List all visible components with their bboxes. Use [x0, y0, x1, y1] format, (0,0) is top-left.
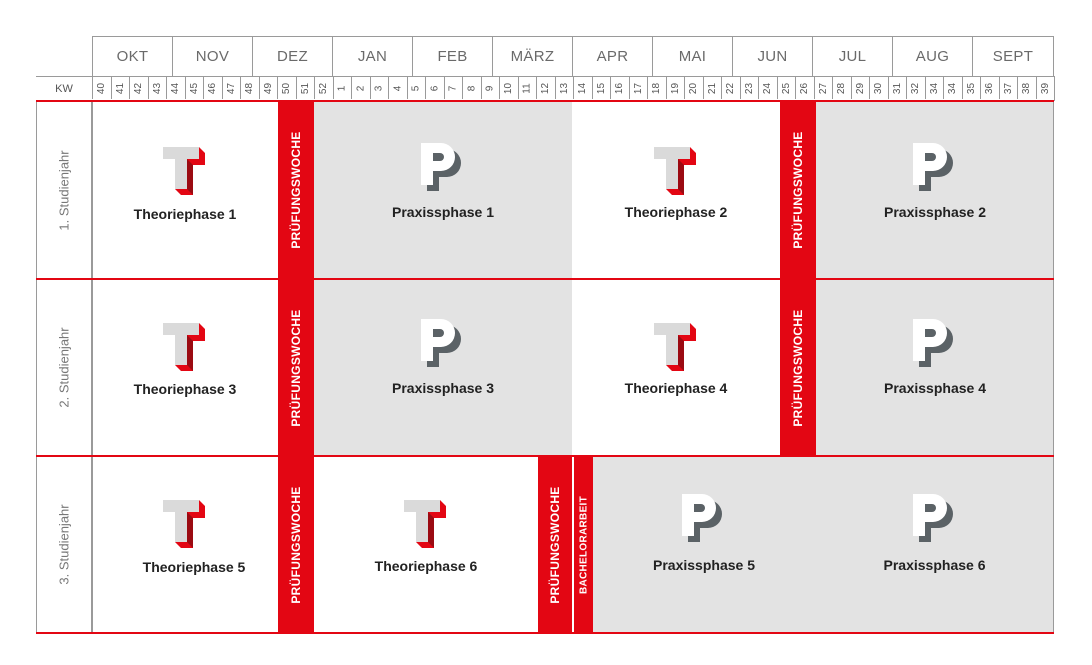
week-number: 47: [222, 77, 241, 99]
practice-logo-icon: [907, 490, 963, 546]
week-number: 37: [999, 77, 1018, 99]
year-label-1: 1. Studienjahr: [36, 101, 92, 279]
week-number: 11: [518, 77, 537, 99]
bachelor-thesis: BACHELORARBEIT: [573, 456, 593, 633]
week-number: 28: [832, 77, 851, 99]
exam-week-1-1: PRÜFUNGSWOCHE: [278, 101, 314, 279]
theory-logo-icon: [648, 141, 704, 197]
phase-label: Praxissphase 3: [392, 380, 494, 396]
grid-line: [92, 101, 93, 633]
phase-practice-6: [815, 456, 1054, 633]
practice-logo-icon: [907, 139, 963, 195]
month-jul: JUL: [812, 36, 892, 76]
phase-label: Theoriephase 6: [374, 558, 478, 574]
week-number: 2: [351, 77, 370, 99]
month-sept: SEPT: [972, 36, 1054, 76]
phase-label: Theoriephase 3: [133, 381, 237, 397]
week-number: 32: [906, 77, 925, 99]
week-number: 24: [758, 77, 777, 99]
practice-logo-icon: [676, 490, 732, 546]
phase-theory-4: [572, 279, 780, 456]
phase-practice-2: [816, 101, 1054, 279]
week-number: 25: [777, 77, 796, 99]
row-separator: [36, 278, 1054, 280]
week-number: 34: [943, 77, 962, 99]
week-number: 27: [814, 77, 833, 99]
week-number: 49: [259, 77, 278, 99]
theory-logo-icon: [157, 494, 213, 550]
week-number: 17: [629, 77, 648, 99]
week-number: 15: [592, 77, 611, 99]
month-aug: AUG: [892, 36, 972, 76]
month-mai: MAI: [652, 36, 732, 76]
month-jan: JAN: [332, 36, 412, 76]
week-number: 45: [185, 77, 204, 99]
theory-logo-icon: [398, 494, 454, 550]
month-feb: FEB: [412, 36, 492, 76]
exam-week-1-2: PRÜFUNGSWOCHE: [780, 101, 816, 279]
week-number: 6: [425, 77, 444, 99]
kw-label: KW: [36, 76, 92, 100]
theory-logo-icon: [648, 317, 704, 373]
month-apr: APR: [572, 36, 652, 76]
row-separator: [36, 455, 1054, 457]
phase-practice-5: [593, 456, 815, 633]
phase-practice-4: [816, 279, 1054, 456]
phase-label: Praxissphase 2: [884, 204, 986, 220]
week-number: 50: [277, 77, 296, 99]
week-number: 7: [444, 77, 463, 99]
theory-logo-icon: [157, 141, 213, 197]
week-number: 12: [536, 77, 555, 99]
week-number: 10: [499, 77, 518, 99]
week-number: 39: [1036, 77, 1055, 99]
week-number: 40: [92, 77, 111, 99]
phase-label: Praxissphase 6: [883, 557, 986, 573]
exam-week-3-1: PRÜFUNGSWOCHE: [278, 456, 314, 633]
week-number: 42: [129, 77, 148, 99]
week-number: 44: [166, 77, 185, 99]
week-number: 43: [148, 77, 167, 99]
week-number: 36: [980, 77, 999, 99]
grid-line: [1053, 101, 1054, 633]
phase-label: Theoriephase 5: [142, 559, 246, 575]
theory-logo-icon: [157, 317, 213, 373]
month-jun: JUN: [732, 36, 812, 76]
week-number: 23: [740, 77, 759, 99]
year-label-3: 3. Studienjahr: [36, 456, 92, 633]
phase-label: Praxissphase 4: [884, 380, 986, 396]
exam-week-2-1: PRÜFUNGSWOCHE: [278, 279, 314, 456]
week-number: 41: [111, 77, 130, 99]
week-number: 13: [555, 77, 574, 99]
week-number: 21: [703, 77, 722, 99]
week-number: 26: [795, 77, 814, 99]
row-separator: [36, 632, 1054, 634]
week-number: 8: [462, 77, 481, 99]
month-okt: OKT: [92, 36, 172, 76]
week-number: 29: [851, 77, 870, 99]
phase-label: Theoriephase 2: [624, 204, 728, 220]
week-number: 48: [240, 77, 259, 99]
exam-week-2-2: PRÜFUNGSWOCHE: [780, 279, 816, 456]
phase-theory-6: [314, 456, 538, 633]
phase-label: Praxissphase 5: [653, 557, 755, 573]
phase-label: Praxissphase 1: [392, 204, 494, 220]
week-number: 38: [1017, 77, 1036, 99]
week-number: 19: [666, 77, 685, 99]
exam-week-3-2: PRÜFUNGSWOCHE: [538, 456, 572, 633]
month-nov: NOV: [172, 36, 252, 76]
row-separator: [36, 100, 1054, 102]
week-number: 14: [573, 77, 592, 99]
week-number: 20: [684, 77, 703, 99]
phase-label: Theoriephase 4: [624, 380, 728, 396]
phase-practice-1: [314, 101, 572, 279]
phase-theory-3: [92, 279, 278, 456]
practice-logo-icon: [907, 315, 963, 371]
week-number: 18: [647, 77, 666, 99]
practice-logo-icon: [415, 139, 471, 195]
practice-logo-icon: [415, 315, 471, 371]
week-number: 35: [962, 77, 981, 99]
phase-label: Theoriephase 1: [133, 206, 237, 222]
week-number: 22: [721, 77, 740, 99]
week-number: 34: [925, 77, 944, 99]
week-number: 16: [610, 77, 629, 99]
week-number: 52: [314, 77, 333, 99]
phase-theory-5: [92, 456, 278, 633]
phase-practice-3: [314, 279, 572, 456]
year-label-2: 2. Studienjahr: [36, 279, 92, 456]
week-number: 1: [333, 77, 352, 99]
phase-theory-1: [92, 101, 278, 279]
week-number: 3: [370, 77, 389, 99]
month-maerz: MÄRZ: [492, 36, 572, 76]
week-number: 5: [407, 77, 426, 99]
week-number: 31: [888, 77, 907, 99]
week-number: 30: [869, 77, 888, 99]
week-number: 46: [203, 77, 222, 99]
week-number: 4: [388, 77, 407, 99]
month-dez: DEZ: [252, 36, 332, 76]
week-number: 51: [296, 77, 315, 99]
phase-theory-2: [572, 101, 780, 279]
week-number: 9: [481, 77, 500, 99]
